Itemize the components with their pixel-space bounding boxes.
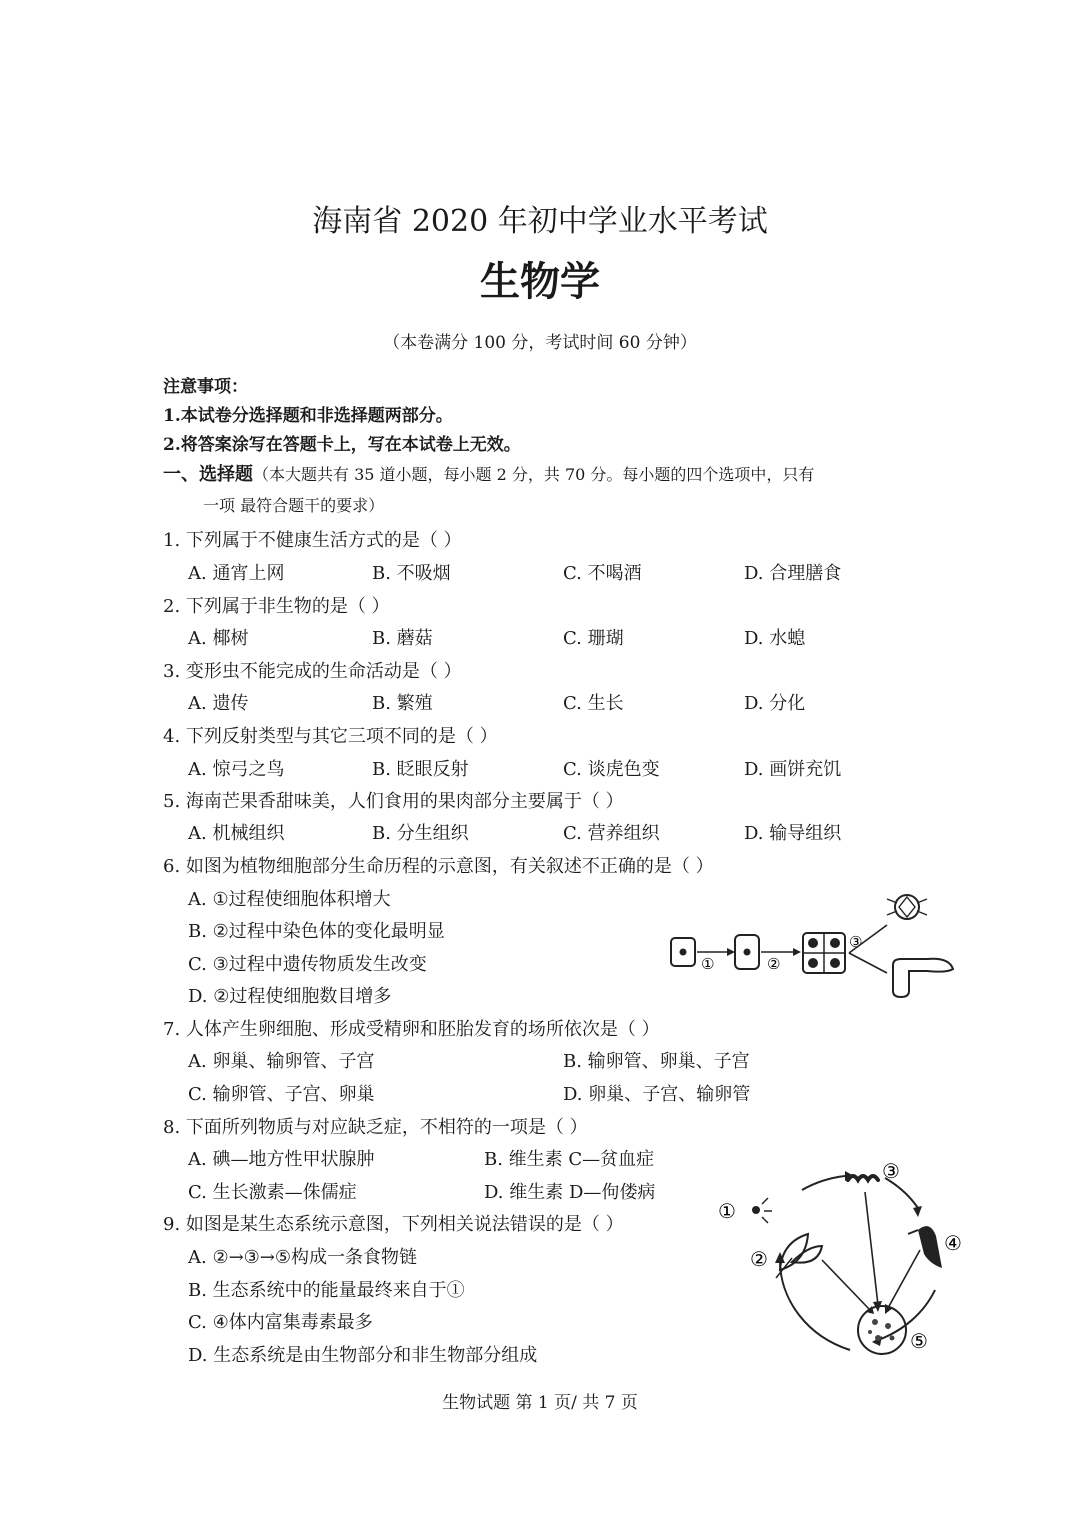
option-d[interactable]: D. 画饼充饥 (744, 759, 842, 780)
question-stem: 3. 变形虫不能完成的生命活动是（ ） (163, 661, 462, 682)
option-a[interactable]: A. 碘—地方性甲状腺肿 (188, 1149, 375, 1170)
option-d[interactable]: D. 生态系统是由生物部分和非生物部分组成 (188, 1345, 538, 1366)
question-stem: 1. 下列属于不健康生活方式的是（ ） (163, 530, 462, 551)
process-label: ① (701, 955, 715, 973)
bird-icon (918, 1226, 942, 1268)
cell-diagram (665, 885, 965, 1005)
arrow-icon (793, 948, 801, 956)
option-b[interactable]: B. 繁殖 (372, 693, 433, 714)
option-d[interactable]: D. 合理膳食 (744, 563, 842, 584)
subject-title: 生物学 (480, 258, 600, 305)
eco-label: ③ (882, 1159, 900, 1183)
ecosystem-diagram (710, 1150, 970, 1370)
process-label: ③ (849, 933, 863, 951)
process-label: ② (767, 955, 781, 973)
option-c[interactable]: C. 谈虎色变 (563, 759, 660, 780)
option-b[interactable]: B. 分生组织 (372, 823, 469, 844)
option-d[interactable]: D. 分化 (744, 693, 806, 714)
option-b[interactable]: B. 眨眼反射 (372, 759, 469, 780)
eco-label: ④ (944, 1231, 962, 1255)
option-c[interactable]: C. 不喝酒 (563, 563, 642, 584)
option-a[interactable]: A. 遗传 (188, 693, 249, 714)
question-stem: 7. 人体产生卵细胞、形成受精卵和胚胎发育的场所依次是（ ） (163, 1019, 660, 1040)
option-a[interactable]: A. 机械组织 (188, 823, 285, 844)
option-a[interactable]: A. 椰树 (188, 628, 249, 649)
note-item: 1.本试卷分选择题和非选择题两部分。 (163, 406, 453, 426)
option-c[interactable]: C. 输卵管、子宫、卵巢 (188, 1084, 375, 1105)
arrow-icon (913, 1206, 922, 1217)
cell-nucleus (680, 949, 687, 956)
option-b[interactable]: B. 生态系统中的能量最终来自于① (188, 1280, 465, 1301)
eco-label: ① (718, 1199, 736, 1223)
question-stem: 8. 下面所列物质与对应缺乏症，不相符的一项是（ ） (163, 1117, 588, 1138)
option-b[interactable]: B. 维生素 C—贫血症 (484, 1149, 655, 1170)
option-d[interactable]: D. 卵巢、子宫、输卵管 (563, 1084, 751, 1105)
option-a[interactable]: A. 惊弓之鸟 (188, 759, 285, 780)
question-stem: 9. 如图是某生态系统示意图，下列相关说法错误的是（ ） (163, 1214, 624, 1235)
option-d[interactable]: D. 维生素 D—佝偻病 (484, 1182, 656, 1203)
cell-type-2 (893, 959, 953, 997)
option-b[interactable]: B. 输卵管、卵巢、子宫 (563, 1051, 750, 1072)
section-desc-cont: 一项 最符合题干的要求） (203, 496, 385, 515)
option-b[interactable]: B. 不吸烟 (372, 563, 451, 584)
section-desc: （本大题共有 35 道小题，每小题 2 分，共 70 分。每小题的四个选项中，只有 (253, 465, 815, 484)
option-a[interactable]: A. ②→③→⑤构成一条食物链 (188, 1247, 418, 1268)
arrow-icon (727, 948, 735, 956)
option-a[interactable]: A. 通宵上网 (188, 563, 285, 584)
option-d[interactable]: D. ②过程使细胞数目增多 (188, 986, 392, 1007)
sun-icon (752, 1206, 760, 1214)
eco-label: ② (750, 1247, 768, 1271)
option-c[interactable]: C. 珊瑚 (563, 628, 624, 649)
section-label: 一、选择题 (163, 464, 253, 485)
page-footer: 生物试题 第 1 页/ 共 7 页 (442, 1393, 638, 1413)
notes-heading: 注意事项： (163, 377, 248, 397)
option-c[interactable]: C. ③过程中遗传物质发生改变 (188, 954, 427, 975)
option-a[interactable]: A. ①过程使细胞体积增大 (188, 889, 391, 910)
option-b[interactable]: B. 蘑菇 (372, 628, 433, 649)
note-item: 2.将答案涂写在答题卡上，写在本试卷上无效。 (163, 435, 521, 455)
option-d[interactable]: D. 输导组织 (744, 823, 842, 844)
question-stem: 6. 如图为植物细胞部分生命历程的示意图，有关叙述不正确的是（ ） (163, 856, 714, 877)
option-c[interactable]: C. 生长 (563, 693, 624, 714)
exam-info: （本卷满分 100 分，考试时间 60 分钟） (383, 333, 697, 353)
question-stem: 2. 下列属于非生物的是（ ） (163, 596, 390, 617)
option-c[interactable]: C. 生长激素—侏儒症 (188, 1182, 357, 1203)
option-b[interactable]: B. ②过程中染色体的变化最明显 (188, 921, 445, 942)
option-a[interactable]: A. 卵巢、输卵管、子宫 (188, 1051, 375, 1072)
caterpillar-icon (848, 1176, 878, 1180)
option-d[interactable]: D. 水螅 (744, 628, 806, 649)
section-header (163, 460, 814, 486)
eco-label: ⑤ (910, 1329, 928, 1353)
option-c[interactable]: C. 营养组织 (563, 823, 660, 844)
question-stem: 4. 下列反射类型与其它三项不同的是（ ） (163, 726, 498, 747)
exam-title: 海南省 2020 年初中学业水平考试 (312, 204, 768, 239)
option-c[interactable]: C. ④体内富集毒素最多 (188, 1312, 373, 1333)
question-stem: 5. 海南芒果香甜味美，人们食用的果肉部分主要属于（ ） (163, 791, 624, 812)
